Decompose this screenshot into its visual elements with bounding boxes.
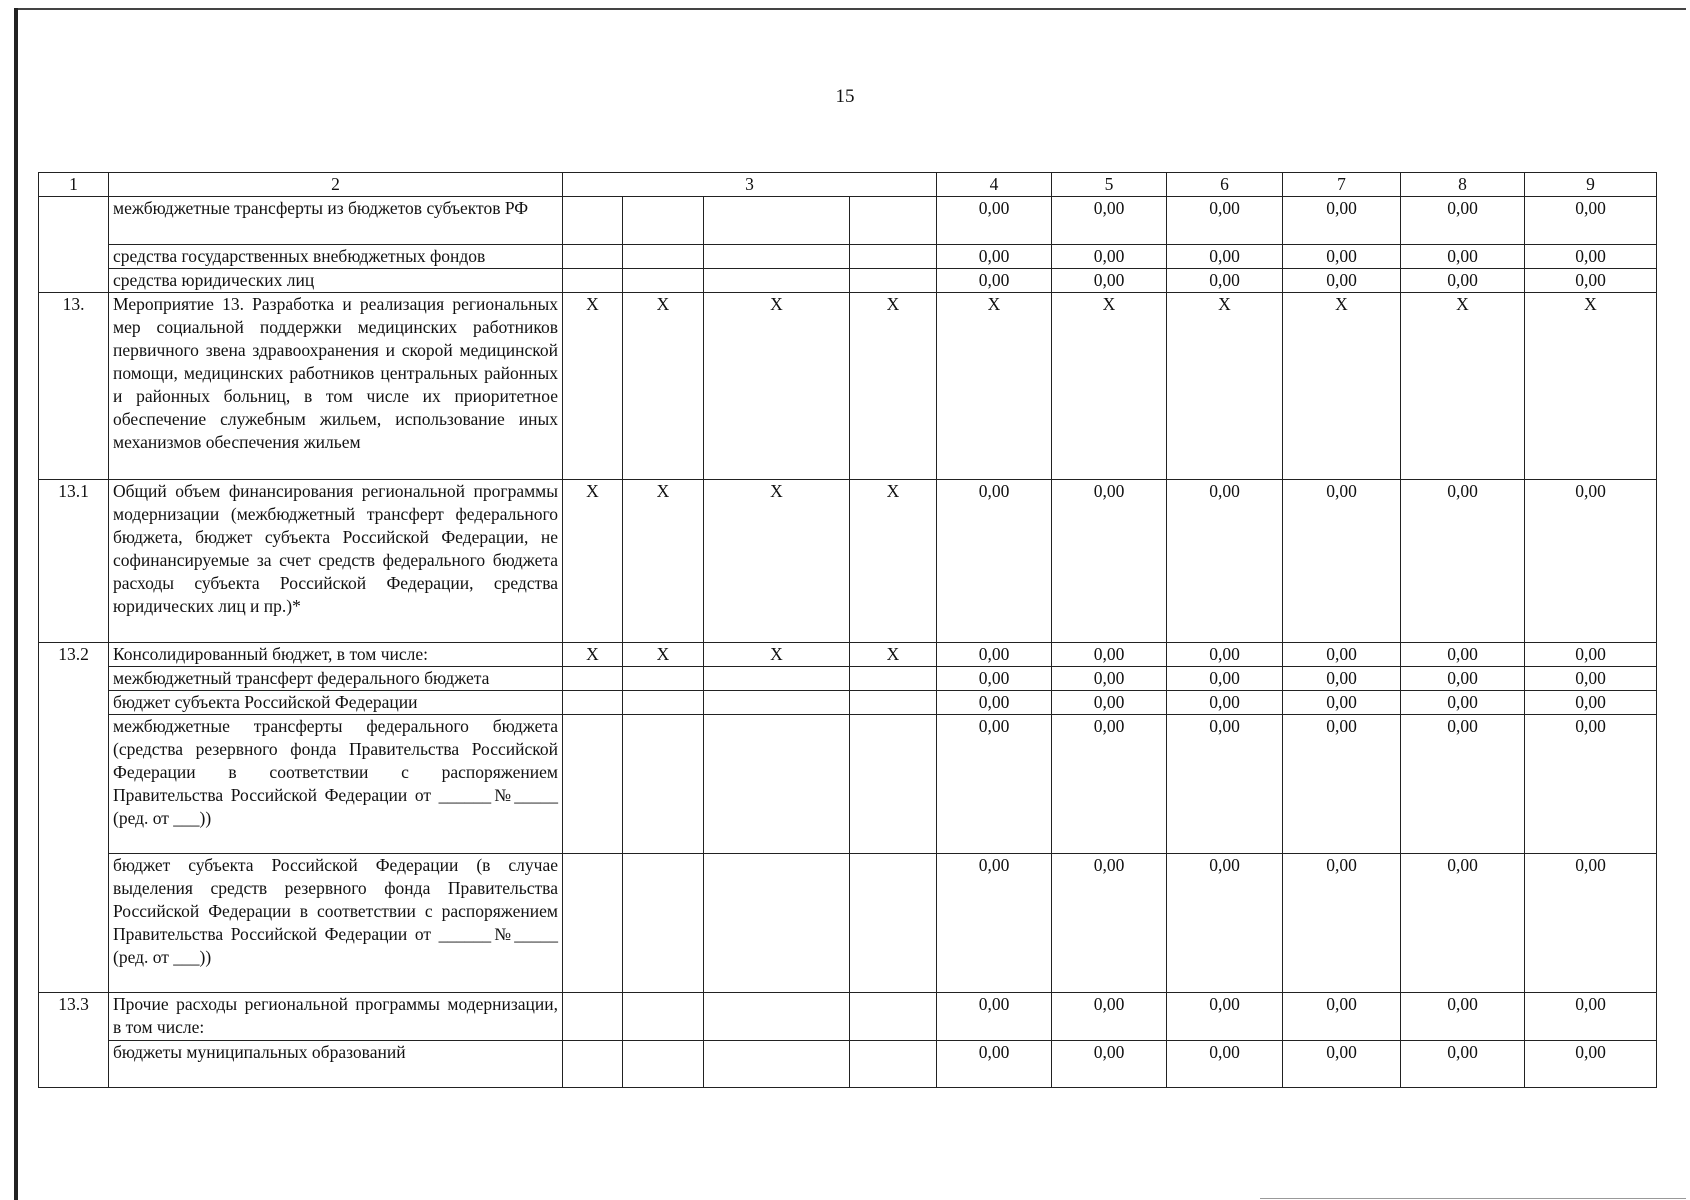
empty-cell: [563, 667, 623, 691]
header-cell: 7: [1283, 173, 1401, 197]
row-description: бюджет субъекта Российской Федерации (в случае выделения средств резервного фонда Правительства Российской Федерации в соответствии с распоряжением Правительства Российской Федерации от ______№_____ (ред. от ___)): [109, 854, 563, 993]
row-description: бюджет субъекта Российской Федерации: [109, 691, 563, 715]
table-row: [39, 854, 1657, 993]
empty-cell: [623, 269, 704, 293]
x-cell: X: [1167, 293, 1283, 480]
x-cell: X: [1525, 293, 1657, 480]
value-cell: 0,00: [1052, 643, 1167, 667]
value-cell: 0,00: [1401, 715, 1525, 854]
x-cell: X: [563, 480, 623, 643]
value-cell: 0,00: [1283, 1041, 1401, 1088]
empty-cell: [704, 245, 850, 269]
page-edge-top: [14, 8, 1686, 10]
value-cell: 0,00: [1525, 667, 1657, 691]
empty-cell: [850, 269, 937, 293]
x-cell: X: [1052, 293, 1167, 480]
value-cell: 0,00: [937, 667, 1052, 691]
x-cell: X: [563, 643, 623, 667]
header-cell: 9: [1525, 173, 1657, 197]
empty-cell: [704, 1041, 850, 1088]
empty-cell: [704, 993, 850, 1041]
table-row: [39, 1041, 1657, 1088]
x-cell: X: [704, 293, 850, 480]
value-cell: 0,00: [1401, 993, 1525, 1041]
header-cell: 2: [109, 173, 563, 197]
value-cell: 0,00: [1283, 269, 1401, 293]
empty-cell: [850, 245, 937, 269]
row-description: Прочие расходы региональной программы модернизации, в том числе:: [109, 993, 563, 1041]
empty-cell: [850, 715, 937, 854]
value-cell: 0,00: [1401, 854, 1525, 993]
value-cell: 0,00: [1167, 197, 1283, 245]
x-cell: X: [623, 480, 704, 643]
table-row: [39, 643, 1657, 667]
table-row: [39, 197, 1657, 245]
value-cell: 0,00: [1052, 197, 1167, 245]
page-edge-bottom: [1260, 1198, 1686, 1199]
value-cell: 0,00: [1401, 197, 1525, 245]
value-cell: 0,00: [1167, 1041, 1283, 1088]
x-cell: X: [704, 480, 850, 643]
empty-cell: [850, 993, 937, 1041]
value-cell: 0,00: [1167, 667, 1283, 691]
value-cell: 0,00: [1401, 245, 1525, 269]
empty-cell: [563, 1041, 623, 1088]
empty-cell: [623, 667, 704, 691]
empty-cell: [704, 854, 850, 993]
empty-cell: [704, 197, 850, 245]
row-code: 13.2: [39, 643, 109, 993]
value-cell: 0,00: [1283, 854, 1401, 993]
value-cell: 0,00: [1525, 854, 1657, 993]
empty-cell: [704, 715, 850, 854]
empty-cell: [623, 245, 704, 269]
empty-cell: [704, 691, 850, 715]
x-cell: X: [623, 293, 704, 480]
x-cell: X: [623, 643, 704, 667]
table-row: [39, 993, 1657, 1041]
value-cell: 0,00: [1401, 269, 1525, 293]
value-cell: 0,00: [1052, 480, 1167, 643]
value-cell: 0,00: [1167, 854, 1283, 993]
row-description: межбюджетные трансферты федерального бюджета (средства резервного фонда Правительства Российской Федерации в соответствии с распоряжением Правительства Российской Федерации от ______№_____ (ред. от ___)): [109, 715, 563, 854]
row-description: Общий объем финансирования региональной программы модернизации (межбюджетный трансферт федерального бюджета, бюджет субъекта Российской Федерации, не софинансируемые за счет средств федерального бюджета расходы субъекта Российской Федерации, средства юридических лиц и пр.)*: [109, 480, 563, 643]
table-row: [39, 269, 1657, 293]
value-cell: 0,00: [1283, 667, 1401, 691]
empty-cell: [850, 667, 937, 691]
page-edge-left: [14, 8, 18, 1200]
empty-cell: [850, 197, 937, 245]
empty-cell: [563, 197, 623, 245]
value-cell: 0,00: [1401, 667, 1525, 691]
empty-cell: [563, 691, 623, 715]
page-number: 15: [835, 86, 855, 107]
value-cell: 0,00: [1052, 715, 1167, 854]
value-cell: 0,00: [1052, 993, 1167, 1041]
row-description: межбюджетный трансферт федерального бюджета: [109, 667, 563, 691]
value-cell: 0,00: [1525, 480, 1657, 643]
header-cell: 3: [563, 173, 937, 197]
value-cell: 0,00: [1525, 197, 1657, 245]
table-row: [39, 715, 1657, 854]
row-description: Консолидированный бюджет, в том числе:: [109, 643, 563, 667]
value-cell: 0,00: [1525, 715, 1657, 854]
empty-cell: [623, 993, 704, 1041]
value-cell: 0,00: [1401, 1041, 1525, 1088]
x-cell: X: [704, 643, 850, 667]
empty-cell: [623, 854, 704, 993]
header-cell: 1: [39, 173, 109, 197]
x-cell: X: [563, 293, 623, 480]
value-cell: 0,00: [1283, 993, 1401, 1041]
value-cell: 0,00: [1525, 643, 1657, 667]
value-cell: 0,00: [1167, 643, 1283, 667]
row-code: 13.: [39, 293, 109, 480]
header-cell: 5: [1052, 173, 1167, 197]
value-cell: 0,00: [1401, 480, 1525, 643]
row-description: Мероприятие 13. Разработка и реализация региональных мер социальной поддержки медицинских работников первичного звена здравоохранения и скорой медицинской помощи, медицинских работников центральных районных и районных больниц, в том числе их приоритетное обеспечение служебным жильем, использование иных механизмов обеспечения жильем: [109, 293, 563, 480]
x-cell: X: [1283, 293, 1401, 480]
row-description: средства государственных внебюджетных фондов: [109, 245, 563, 269]
empty-cell: [563, 715, 623, 854]
table-row: [39, 293, 1657, 480]
empty-cell: [850, 1041, 937, 1088]
value-cell: 0,00: [1525, 691, 1657, 715]
value-cell: 0,00: [1052, 667, 1167, 691]
row-code: 13.3: [39, 993, 109, 1088]
value-cell: 0,00: [937, 269, 1052, 293]
empty-cell: [850, 854, 937, 993]
table-row: [39, 691, 1657, 715]
empty-cell: [563, 854, 623, 993]
value-cell: 0,00: [1167, 269, 1283, 293]
value-cell: 0,00: [937, 854, 1052, 993]
x-cell: X: [850, 480, 937, 643]
x-cell: X: [937, 293, 1052, 480]
value-cell: 0,00: [1283, 643, 1401, 667]
header-cell: 4: [937, 173, 1052, 197]
value-cell: 0,00: [1525, 1041, 1657, 1088]
value-cell: 0,00: [1525, 245, 1657, 269]
value-cell: 0,00: [1525, 993, 1657, 1041]
value-cell: 0,00: [1052, 1041, 1167, 1088]
value-cell: 0,00: [937, 480, 1052, 643]
value-cell: 0,00: [937, 245, 1052, 269]
value-cell: 0,00: [1052, 245, 1167, 269]
value-cell: 0,00: [1283, 480, 1401, 643]
value-cell: 0,00: [937, 691, 1052, 715]
code-cell-empty: [39, 197, 109, 293]
value-cell: 0,00: [937, 197, 1052, 245]
value-cell: 0,00: [1167, 715, 1283, 854]
value-cell: 0,00: [1283, 245, 1401, 269]
empty-cell: [850, 691, 937, 715]
value-cell: 0,00: [1167, 993, 1283, 1041]
empty-cell: [623, 691, 704, 715]
value-cell: 0,00: [1167, 245, 1283, 269]
header-cell: 6: [1167, 173, 1283, 197]
row-description: межбюджетные трансферты из бюджетов субъектов РФ: [109, 197, 563, 245]
empty-cell: [623, 715, 704, 854]
empty-cell: [623, 1041, 704, 1088]
value-cell: 0,00: [1052, 854, 1167, 993]
empty-cell: [563, 993, 623, 1041]
empty-cell: [563, 269, 623, 293]
value-cell: 0,00: [1052, 269, 1167, 293]
x-cell: X: [1401, 293, 1525, 480]
table-row: [39, 480, 1657, 643]
value-cell: 0,00: [1052, 691, 1167, 715]
empty-cell: [704, 667, 850, 691]
empty-cell: [623, 197, 704, 245]
value-cell: 0,00: [1283, 691, 1401, 715]
table-row: [39, 667, 1657, 691]
row-code: 13.1: [39, 480, 109, 643]
value-cell: 0,00: [1283, 197, 1401, 245]
empty-cell: [704, 269, 850, 293]
value-cell: 0,00: [1525, 269, 1657, 293]
value-cell: 0,00: [937, 993, 1052, 1041]
header-cell: 8: [1401, 173, 1525, 197]
value-cell: 0,00: [1401, 643, 1525, 667]
value-cell: 0,00: [1167, 480, 1283, 643]
value-cell: 0,00: [937, 715, 1052, 854]
table-row: [39, 245, 1657, 269]
header-row: [39, 173, 1657, 197]
financing-table: [38, 172, 1657, 1088]
row-description: средства юридических лиц: [109, 269, 563, 293]
value-cell: 0,00: [1401, 691, 1525, 715]
value-cell: 0,00: [1283, 715, 1401, 854]
x-cell: X: [850, 643, 937, 667]
value-cell: 0,00: [937, 1041, 1052, 1088]
value-cell: 0,00: [1167, 691, 1283, 715]
x-cell: X: [850, 293, 937, 480]
empty-cell: [563, 245, 623, 269]
value-cell: 0,00: [937, 643, 1052, 667]
row-description: бюджеты муниципальных образований: [109, 1041, 563, 1088]
